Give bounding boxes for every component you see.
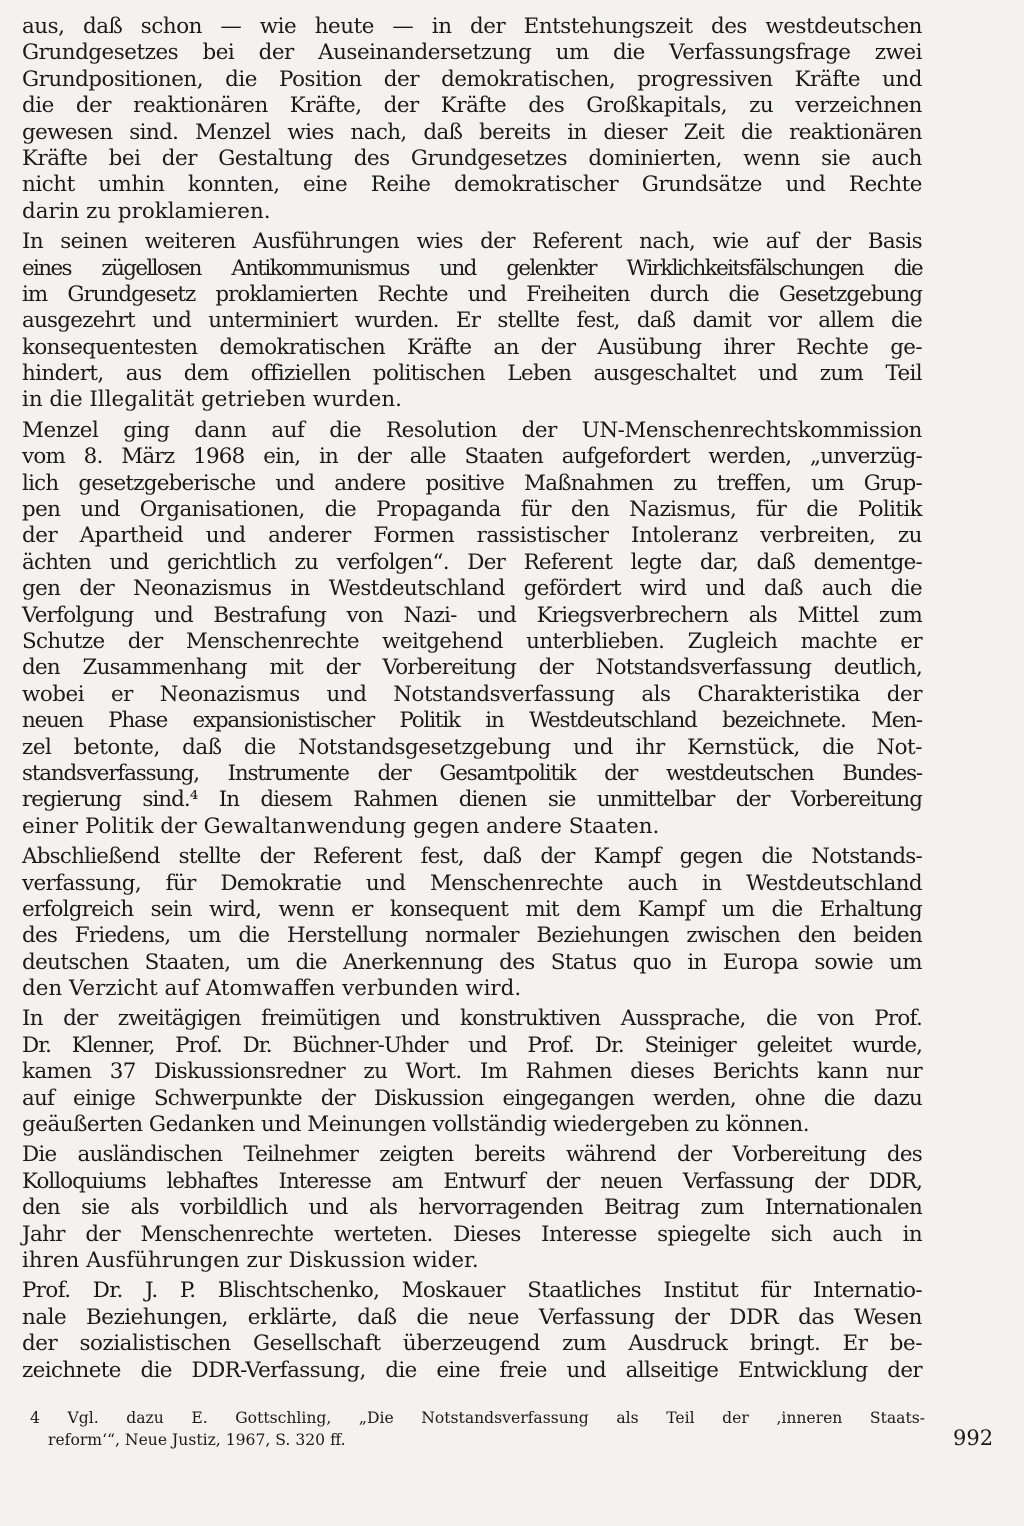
text-line: der Apartheid und anderer Formen rassistischer Intoleranz verbreiten, zu (22, 523, 922, 549)
text-line: der sozialistischen Gesellschaft überzeugend zum Ausdruck bringt. Er be- (22, 1331, 922, 1357)
text-line: einer Politik der Gewaltanwendung gegen andere Staaten. (22, 813, 660, 839)
text-line: aus, daß schon — wie heute — in der Entstehungszeit des westdeutschen (22, 14, 922, 39)
text-line: vom 8. März 1968 ein, in der alle Staaten aufgefordert werden, „unverzüg- (22, 444, 922, 470)
text-line: Prof. Dr. J. P. Blischtschenko, Moskauer Staatliches Institut für Internatio- (22, 1278, 922, 1304)
text-line: lich gesetzgeberische und andere positive Maßnahmen zu treffen, um Grup- (22, 470, 922, 496)
text-line: konsequentesten demokratischen Kräfte an der Ausübung ihrer Rechte ge- (22, 334, 922, 360)
text-line: neuen Phase expansionistischer Politik in Westdeutschland bezeichnete. Men- (22, 708, 922, 734)
paragraph (22, 1278, 922, 1384)
text-line: Jahr der Menschenrechte werteten. Dieses Interesse spiegelte sich auch in (22, 1221, 922, 1247)
text-line: ächten und gerichtlich zu verfolgen“. Der Referent legte dar, daß dementge- (22, 549, 922, 575)
paragraph (22, 1006, 922, 1138)
paragraph (22, 1142, 922, 1274)
footnote-line: 4 Vgl. dazu E. Gottschling, „Die Notstandsverfassung als Teil der ‚inneren Staats- (30, 1409, 925, 1427)
paragraph (22, 418, 922, 840)
text-line: Menzel ging dann auf die Resolution der UN-Menschenrechtskommission (22, 417, 922, 443)
text-line: standsverfassung, Instrumente der Gesamtpolitik der westdeutschen Bundes- (22, 760, 922, 786)
text-line: Kräfte bei der Gestaltung des Grundgesetzes dominierten, wenn sie auch (22, 145, 922, 171)
text-line: deutschen Staaten, um die Anerkennung des Status quo in Europa sowie um (22, 949, 922, 975)
text-line: gen der Neonazismus in Westdeutschland gefördert wird und daß auch die (22, 576, 922, 602)
paragraph (22, 14, 922, 225)
text-line: Dr. Klenner, Prof. Dr. Büchner-Uhder und Prof. Dr. Steiniger geleitet wurde, (22, 1032, 922, 1058)
text-line: Verfolgung und Bestrafung von Nazi- und Kriegsverbrechern als Mittel zum (22, 602, 922, 628)
text-line: gewesen sind. Menzel wies nach, daß bereits in dieser Zeit die reaktionären (22, 119, 922, 145)
paragraph (22, 844, 922, 1002)
text-line: geäußerten Gedanken und Meinungen vollständig wiedergeben zu können. (22, 1112, 810, 1138)
text-line: Die ausländischen Teilnehmer zeigten bereits während der Vorbereitung des (22, 1142, 922, 1168)
text-line: den Verzicht auf Atomwaffen verbunden wird. (22, 976, 522, 1002)
text-line: In der zweitägigen freimütigen und konstruktiven Aussprache, die von Prof. (22, 1006, 922, 1032)
text-line: nale Beziehungen, erklärte, daß die neue Verfassung der DDR das Wesen (22, 1304, 922, 1330)
text-line: pen und Organisationen, die Propaganda für den Nazismus, für die Politik (22, 497, 922, 523)
text-line: wobei er Neonazismus und Notstandsverfassung als Charakteristika der (22, 681, 922, 707)
footnote (30, 1407, 925, 1451)
paragraph (22, 229, 922, 414)
text-line: hindert, aus dem offiziellen politischen Leben ausgeschaltet und zum Teil (22, 361, 922, 387)
text-line: Schutze der Menschenrechte weitgehend unterblieben. Zugleich machte er (22, 628, 922, 654)
text-line: zel betonte, daß die Notstandsgesetzgebung und ihr Kernstück, die Not- (22, 734, 922, 760)
footnote-line: reform‘“, Neue Justiz, 1967, S. 320 ff. (48, 1431, 346, 1449)
text-line: darin zu proklamieren. (22, 198, 271, 224)
text-line: verfassung, für Demokratie und Menschenrechte auch in Westdeutschland (22, 870, 922, 896)
text-line: zeichnete die DDR-Verfassung, die eine freie und allseitige Entwicklung der (22, 1357, 922, 1383)
text-line: erfolgreich sein wird, wenn er konsequent mit dem Kampf um die Erhaltung (22, 896, 922, 922)
main-text (22, 14, 922, 1384)
text-line: Grundpositionen, die Position der demokratischen, progressiven Kräfte und (22, 66, 922, 92)
text-line: des Friedens, um die Herstellung normaler Beziehungen zwischen den beiden (22, 923, 922, 949)
text-line: In seinen weiteren Ausführungen wies der Referent nach, wie auf der Basis (22, 229, 922, 255)
text-line: eines zügellosen Antikommunismus und gelenkter Wirklichkeitsfälschungen die (22, 255, 922, 281)
text-line: im Grundgesetz proklamierten Rechte und Freiheiten durch die Gesetzgebung (22, 281, 922, 307)
text-line: Kolloquiums lebhaftes Interesse am Entwurf der neuen Verfassung der DDR, (22, 1168, 922, 1194)
text-line: nicht umhin konnten, eine Reihe demokratischer Grundsätze und Rechte (22, 172, 922, 198)
text-line: ihren Ausführungen zur Diskussion wider. (22, 1247, 479, 1273)
text-line: Grundgesetzes bei der Auseinandersetzung um die Verfassungsfrage zwei (22, 40, 922, 66)
text-line: Abschließend stellte der Referent fest, daß der Kampf gegen die Notstands- (22, 844, 922, 870)
text-line: kamen 37 Diskussionsredner zu Wort. Im Rahmen dieses Berichts kann nur (22, 1059, 922, 1085)
text-line: den sie als vorbildlich und als hervorragenden Beitrag zum Internationalen (22, 1195, 922, 1221)
text-line: den Zusammenhang mit der Vorbereitung der Notstandsverfassung deutlich, (22, 655, 922, 681)
text-line: die der reaktionären Kräfte, der Kräfte des Großkapitals, zu verzeichnen (22, 93, 922, 119)
text-line: regierung sind.⁴ In diesem Rahmen dienen sie unmittelbar der Vorbereitung (22, 787, 922, 813)
text-line: ausgezehrt und unterminiert wurden. Er stellte fest, daß damit vor allem die (22, 308, 922, 334)
text-line: auf einige Schwerpunkte der Diskussion eingegangen werden, ohne die dazu (22, 1085, 922, 1111)
page-number: 992 (953, 1426, 994, 1450)
text-line: in die Illegalität getrieben wurden. (22, 387, 402, 413)
